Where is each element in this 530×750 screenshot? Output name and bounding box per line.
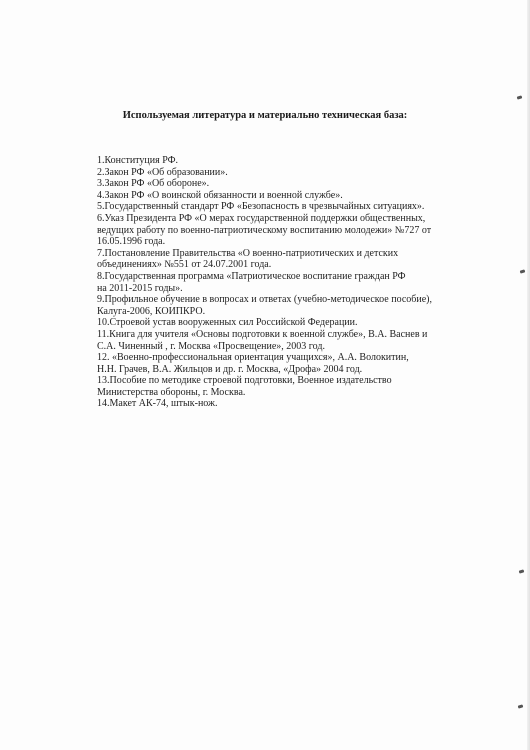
punch-mark [520, 269, 526, 273]
punch-mark [519, 569, 525, 573]
list-item: 10.Строевой устав вооруженных сил Российской Федерации. [97, 317, 358, 329]
punch-mark [518, 704, 524, 708]
list-item: 9.Профильное обучение в вопросах и ответах (учебно-методическое пособие), Калуга-2006, КОИПКРО. [97, 294, 432, 317]
list-item: 6.Указ Президента РФ «О мерах государственной поддержки общественных, ведущих работу по военно-патриотическому воспитанию молодежи» №727 от 16.05.1996 года. [97, 212, 432, 248]
list-item: 4.Закон РФ «О воинской обязанности и военной службе». [97, 189, 343, 201]
list-item: 2.Закон РФ «Об образовании». [97, 166, 228, 178]
punch-mark [517, 95, 523, 99]
list-item: 5.Государственный стандарт РФ «Безопасность в чрезвычайных ситуациях». [97, 201, 425, 213]
list-item: 14.Макет АК-74, штык-нож. [97, 398, 218, 410]
list-item: 11.Книга для учителя «Основы подготовки к военной службе», В.А. Васнев и С.А. Чиненный , г. Москва «Просвещение», 2003 год. [97, 328, 428, 352]
list-item: 3.Закон РФ «Об обороне». [97, 178, 210, 190]
list-item: 12. «Военно-профессиональная ориентация учащихся», А.А. Волокитин, Н.Н. Грачев, В.А. Жильцов и др. г. Москва, «Дрофа» 2004 год. [97, 352, 409, 375]
list-item: 7.Постановление Правительства «О военно-патриотических и детских объединениях» №551 от 24.07.2001 года. [97, 247, 399, 271]
literature-list [97, 155, 497, 410]
list-item: 8.Государственная программа «Патриотическое воспитание граждан РФ на 2011-2015 годы». [97, 270, 406, 294]
list-item: 1.Конституция РФ. [97, 155, 179, 166]
document-title: Используемая литература и материально техническая база: [122, 110, 408, 121]
list-item: 13.Пособие по методике строевой подготовки, Военное издательство Министерства обороны, г. Москва. [97, 375, 392, 398]
